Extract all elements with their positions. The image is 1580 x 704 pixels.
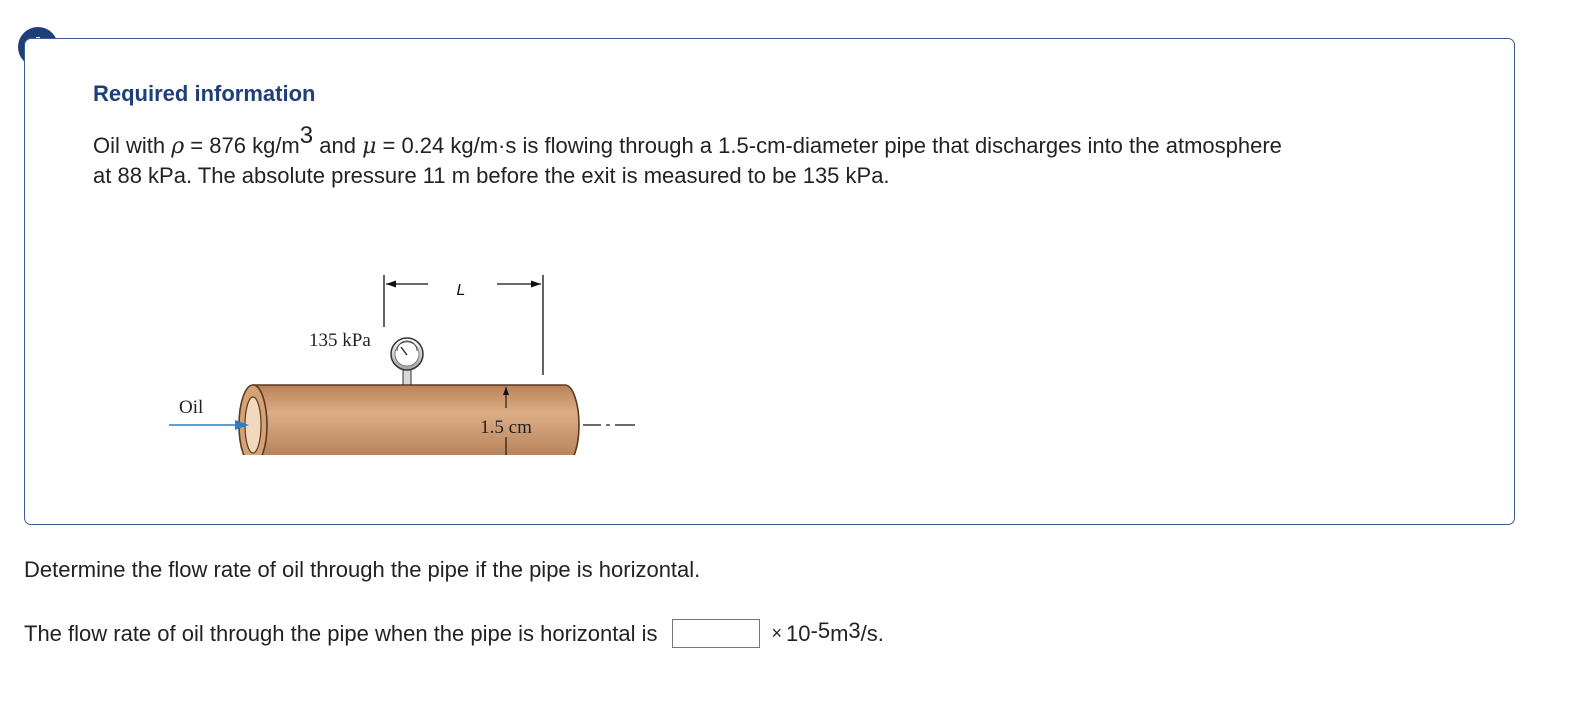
times-sign: × — [771, 623, 783, 643]
answer-row: The flow rate of oil through the pipe when the pipe is horizontal is × 10 $^{-5}$ m $^3$ /s. — [24, 619, 884, 648]
diameter-label: 1.5 cm — [480, 417, 532, 438]
rho-symbol: ρ — [171, 134, 185, 159]
card-heading: Required information — [93, 81, 316, 106]
problem-statement — [93, 121, 1483, 190]
mu-symbol: μ — [362, 134, 377, 159]
unit-base: m — [830, 620, 849, 646]
pressure-gauge-icon — [391, 338, 423, 385]
unit-tail: /s. — [860, 620, 884, 646]
problem-line-2: at 88 kPa. The absolute pressure 11 m before the exit is measured to be 135 kPa. — [93, 163, 890, 188]
length-label: L — [456, 282, 466, 299]
fluid-label: Oil — [179, 397, 204, 418]
power-base: 10 — [786, 620, 811, 646]
problem-line-1: Oil with ρ = 876 $kg/m^3$ and μ = 0.24 kg/m·s is flowing through a 1.5-cm-diameter pipe that discharges into the atmosphere — [93, 121, 1282, 159]
question-prompt: Determine the flow rate of oil through the pipe if the pipe is horizontal. — [24, 557, 701, 582]
pipe-figure — [145, 255, 645, 455]
required-information-card — [24, 38, 1515, 525]
flow-arrow-icon — [169, 420, 249, 430]
pressure-label: 135 kPa — [309, 330, 371, 351]
flow-rate-input[interactable] — [672, 619, 760, 648]
answer-prefix: The flow rate of oil through the pipe when the pipe is horizontal is — [24, 620, 658, 646]
